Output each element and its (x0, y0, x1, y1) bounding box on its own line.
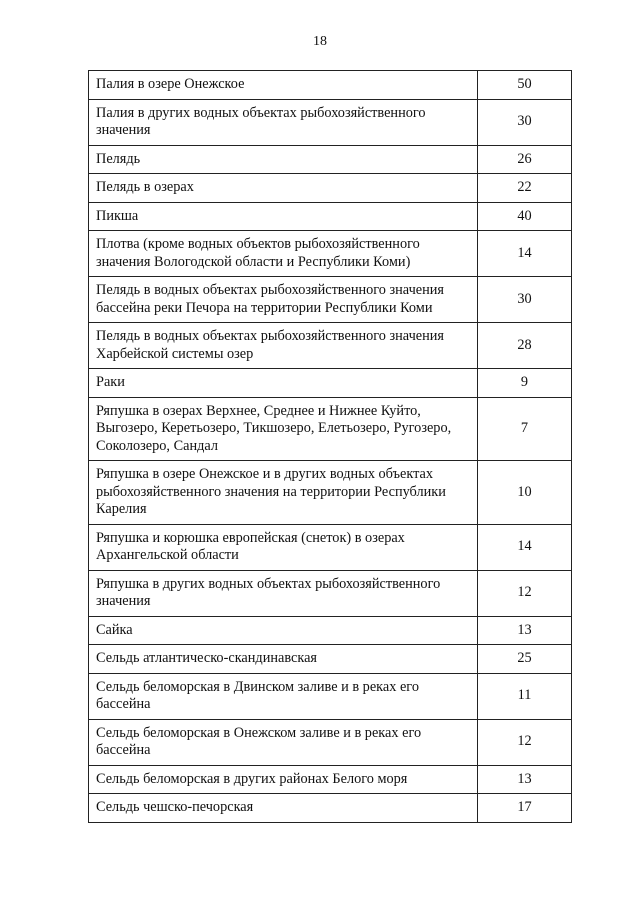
table-row (89, 174, 572, 203)
value-cell: 17 (478, 794, 572, 823)
page-number: 18 (313, 34, 327, 49)
value-cell: 13 (478, 616, 572, 645)
species-name-cell: Раки (89, 369, 478, 398)
value-cell: 13 (478, 765, 572, 794)
species-table (88, 70, 572, 823)
table-body (89, 71, 572, 823)
value-cell: 7 (478, 397, 572, 461)
table-row (89, 277, 572, 323)
table-row (89, 323, 572, 369)
table-row (89, 570, 572, 616)
table-row (89, 645, 572, 674)
table-row (89, 231, 572, 277)
species-name-cell: Пелядь в озерах (89, 174, 478, 203)
species-name-cell: Палия в других водных объектах рыбохозяйственного значения (89, 99, 478, 145)
value-cell: 30 (478, 277, 572, 323)
species-name-cell: Палия в озере Онежское (89, 71, 478, 100)
species-name-cell: Сайка (89, 616, 478, 645)
value-cell: 25 (478, 645, 572, 674)
species-name-cell: Пелядь в водных объектах рыбохозяйственного значения Харбейской системы озер (89, 323, 478, 369)
table-row (89, 369, 572, 398)
species-name-cell: Сельдь беломорская в Двинском заливе и в реках его бассейна (89, 673, 478, 719)
species-name-cell: Сельдь чешско-печорская (89, 794, 478, 823)
value-cell: 9 (478, 369, 572, 398)
table-row (89, 673, 572, 719)
species-name-cell: Пелядь в водных объектах рыбохозяйственного значения бассейна реки Печора на территории Республики Коми (89, 277, 478, 323)
table-row (89, 719, 572, 765)
table-row (89, 397, 572, 461)
value-cell: 50 (478, 71, 572, 100)
species-name-cell: Ряпушка в озере Онежское и в других водных объектах рыбохозяйственного значения на территории Республики Карелия (89, 461, 478, 525)
species-name-cell: Ряпушка в озерах Верхнее, Среднее и Нижнее Куйто, Выгозеро, Керетьозеро, Тикшозеро, Елетьозеро, Ругозеро, Соколозеро, Сандал (89, 397, 478, 461)
table-row (89, 524, 572, 570)
table-row (89, 765, 572, 794)
value-cell: 10 (478, 461, 572, 525)
value-cell: 14 (478, 231, 572, 277)
value-cell: 28 (478, 323, 572, 369)
table-row (89, 202, 572, 231)
table-row (89, 71, 572, 100)
value-cell: 22 (478, 174, 572, 203)
value-cell: 30 (478, 99, 572, 145)
value-cell: 11 (478, 673, 572, 719)
species-name-cell: Пелядь (89, 145, 478, 174)
table-row (89, 461, 572, 525)
value-cell: 12 (478, 570, 572, 616)
species-name-cell: Сельдь беломорская в Онежском заливе и в реках его бассейна (89, 719, 478, 765)
species-name-cell: Сельдь атлантическо-скандинавская (89, 645, 478, 674)
table-row (89, 99, 572, 145)
species-name-cell: Сельдь беломорская в других районах Белого моря (89, 765, 478, 794)
value-cell: 40 (478, 202, 572, 231)
species-name-cell: Плотва (кроме водных объектов рыбохозяйственного значения Вологодской области и Республики Коми) (89, 231, 478, 277)
value-cell: 12 (478, 719, 572, 765)
species-name-cell: Пикша (89, 202, 478, 231)
species-name-cell: Ряпушка в других водных объектах рыбохозяйственного значения (89, 570, 478, 616)
value-cell: 26 (478, 145, 572, 174)
table-row (89, 616, 572, 645)
species-name-cell: Ряпушка и корюшка европейская (снеток) в озерах Архангельской области (89, 524, 478, 570)
value-cell: 14 (478, 524, 572, 570)
table-row (89, 794, 572, 823)
table-row (89, 145, 572, 174)
